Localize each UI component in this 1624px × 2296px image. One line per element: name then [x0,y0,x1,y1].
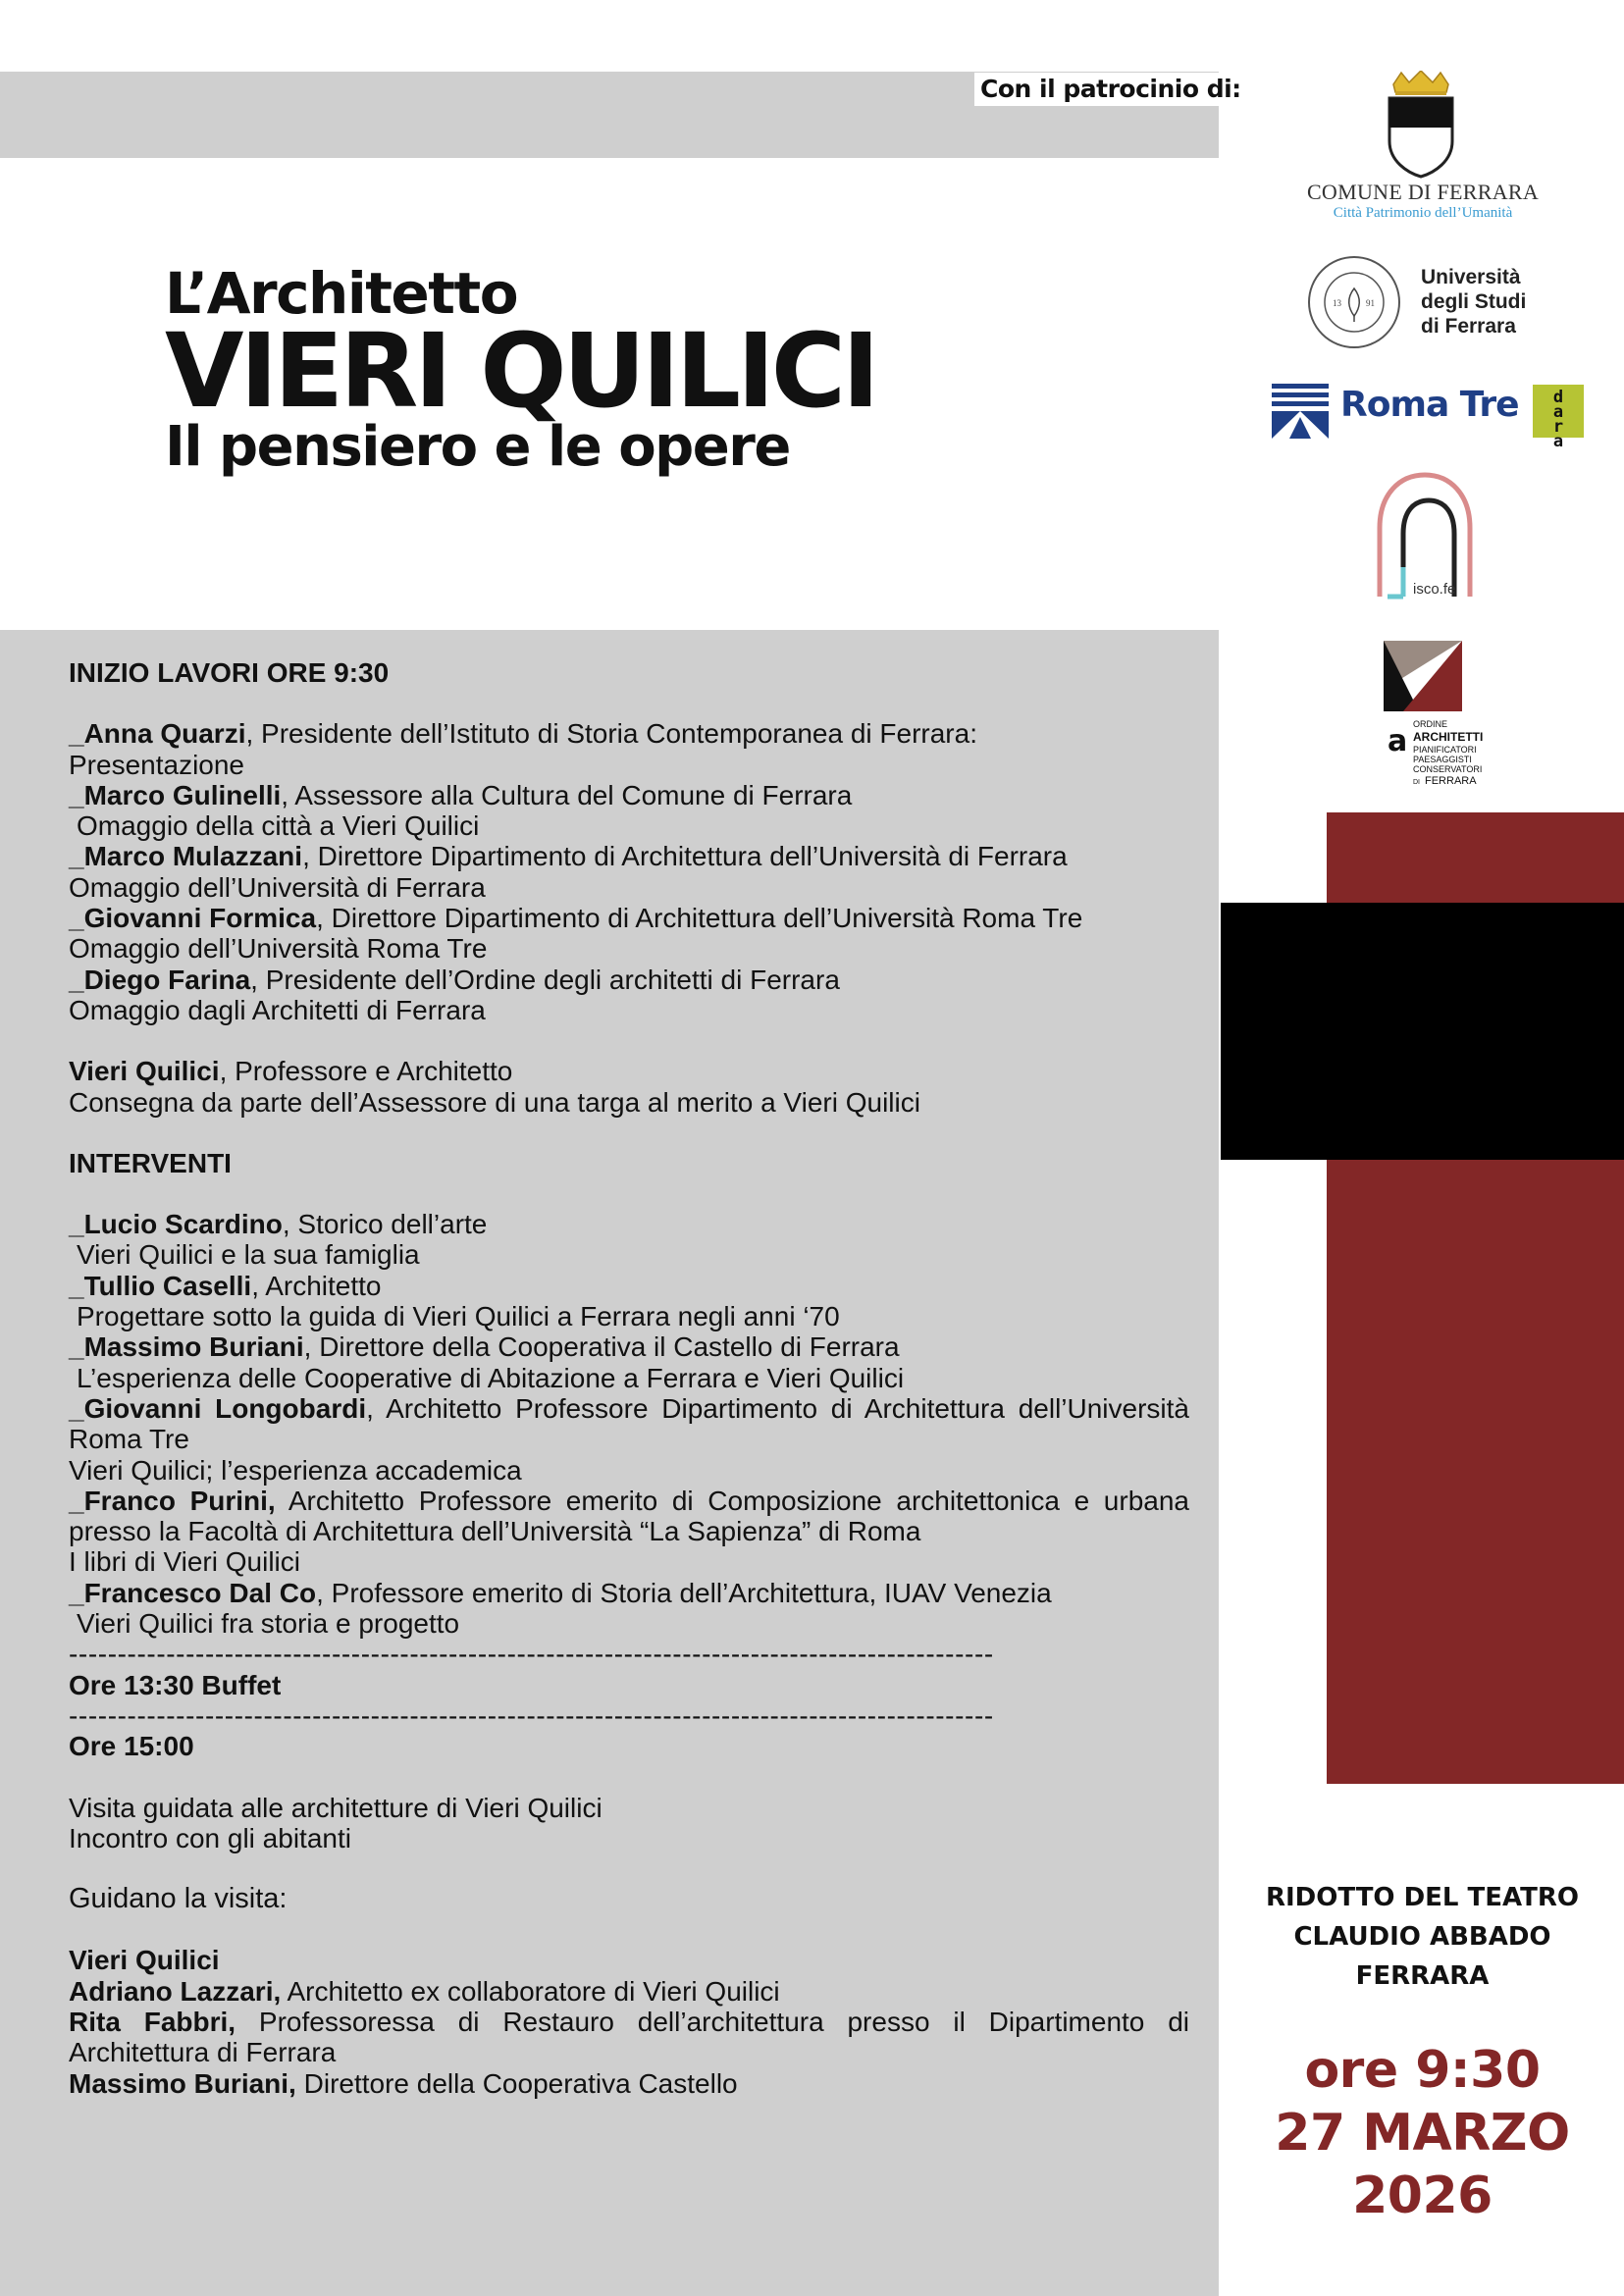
speaker-name: _Lucio Scardino [69,1209,283,1240]
speaker-topic: Presentazione [69,749,245,780]
speaker-item [69,965,1189,995]
intervento-item [69,1578,1189,1608]
roma-tre-label: Roma Tre [1340,385,1519,425]
program-text [69,657,1189,2099]
speaker-name: _Marco Mulazzani [69,841,303,872]
roma-tre-icon [1272,384,1329,439]
speaker-topic: I libri di Vieri Quilici [69,1546,300,1578]
speaker-name: _Diego Farina [69,964,251,995]
intervento-item [69,1393,1189,1455]
guide-item [69,2007,1189,2068]
separator-line: ----------------------------------------------------------------------------------------------- [69,1639,994,1670]
visit-line: Visita guidata alle architetture di Vieri Quilici [69,1792,602,1823]
venue-line: FERRARA [1355,1961,1490,1991]
speaker-role: , Storico dell’arte [282,1209,488,1240]
isco-label: isco.fe [1413,581,1456,598]
ordine-line: CONSERVATORI [1413,764,1483,774]
title-line-3: Il pensiero e le opere [165,415,790,479]
title-line-2: VIERI QUILICI [165,311,876,431]
speaker-role: , Direttore Dipartimento di Architettura dell’Università Roma Tre [316,903,1083,934]
speaker-topic: Vieri Quilici; l’esperienza accademica [69,1454,522,1486]
unife-seal-year: 13 [1333,298,1341,308]
separator-line: ----------------------------------------------------------------------------------------------- [69,1699,994,1731]
event-day: 27 MARZO [1275,2104,1570,2163]
program-start: INIZIO LAVORI ORE 9:30 [69,657,390,688]
guide-name: Vieri Quilici [69,1945,220,1976]
speaker-topic: Vieri Quilici fra storia e progetto [77,1608,460,1640]
honoree-item [69,1056,1189,1086]
speaker-role: , Professore emerito di Storia dell’Architettura, IUAV Venezia [316,1577,1052,1608]
speaker-topic: Omaggio dagli Architetti di Ferrara [69,994,486,1025]
unife-seal-icon [1305,253,1403,351]
intervento-item [69,1271,1189,1301]
ordine-line: ARCHITETTI [1413,730,1484,744]
afternoon-time: Ore 15:00 [69,1731,194,1762]
dara-logo [1533,385,1584,451]
speaker-item [69,841,1189,871]
ordine-line: PAESAGGISTI [1413,755,1472,764]
comune-ferrara-crest-icon [1384,71,1458,179]
guide-item [69,1976,1189,2007]
speaker-role: Architetto Professore emerito di Composizione architettonica e urbana presso la Facoltà di Architettura dell’Università “La Sapienza” di Roma [69,1485,1189,1547]
venue-line: CLAUDIO ABBADO [1293,1922,1551,1952]
speaker-name: _Franco Purini, [69,1485,276,1516]
unife-line: degli Studi [1421,290,1527,313]
guides-heading: Guidano la visita: [69,1883,288,1915]
speaker-name: _Tullio Caselli [69,1270,252,1301]
ordine-line: PIANIFICATORI [1413,745,1477,755]
speaker-name: _Anna Quarzi [69,718,246,750]
ordine-a-mark: a [1388,724,1408,758]
guide-role: Professoressa di Restauro dell’architettura presso il Dipartimento di Architettura di Ferrara [69,2006,1189,2068]
speaker-role: , Assessore alla Cultura del Comune di Ferrara [281,779,853,810]
intervento-item [69,1209,1189,1239]
speaker-topic: Omaggio dell’Università di Ferrara [69,871,486,903]
intervento-item [69,1331,1189,1362]
venue-line: RIDOTTO DEL TEATRO [1265,1883,1580,1912]
guide-role: Direttore della Cooperativa Castello [295,2067,738,2099]
guide-item [69,1945,1189,1975]
ordine-line: FERRARA [1425,775,1477,787]
speaker-name: _Francesco Dal Co [69,1577,317,1608]
ordine-architetti-logo-icon [1384,641,1501,800]
ordine-line: ORDINE [1413,719,1448,729]
speaker-name: _Giovanni Formica [69,903,317,934]
speaker-role: , Direttore della Cooperativa il Castello di Ferrara [303,1331,900,1363]
intervento-item [69,1486,1189,1547]
unife-seal-year: 91 [1366,298,1375,308]
speaker-item [69,718,1189,749]
speaker-name: _Massimo Buriani [69,1331,304,1363]
patronage-label: Con il patrocinio di: [974,73,1247,106]
speaker-topic: L’esperienza delle Cooperative di Abitazione a Ferrara e Vieri Quilici [77,1362,905,1393]
speaker-role: , Architetto [251,1270,382,1301]
guide-role: Architetto ex collaboratore di Vieri Quilici [281,1975,780,2007]
unife-line: Università [1421,266,1521,288]
speaker-role: , Direttore Dipartimento di Architettura dell’Università di Ferrara [302,841,1068,872]
speaker-name: _Marco Gulinelli [69,779,282,810]
buffet-time: Ore 13:30 Buffet [69,1669,282,1700]
black-decor-block [1221,903,1624,1160]
speaker-item [69,780,1189,810]
guide-name: Massimo Buriani, [69,2067,296,2099]
event-title [165,260,876,479]
event-date [1221,2039,1624,2227]
speaker-role: , Presidente dell’Ordine degli architetti di Ferrara [250,964,840,995]
unife-name [1421,265,1526,339]
speaker-topic: Omaggio della città a Vieri Quilici [77,810,480,842]
guide-name: Adriano Lazzari, [69,1975,282,2007]
isco-fe-logo-icon [1374,469,1476,602]
guide-item [69,2068,1189,2099]
comune-name: COMUNE DI FERRARA [1306,180,1540,204]
honoree-name: Vieri Quilici [69,1056,220,1087]
dara-label: dara [1552,388,1570,451]
speaker-role: , Presidente dell’Istituto di Storia Contemporanea di Ferrara: [245,718,977,750]
speaker-topic: Progettare sotto la guida di Vieri Quilici a Ferrara negli anni ‘70 [77,1301,840,1332]
venue [1221,1878,1624,1996]
speaker-name: _Giovanni Longobardi [69,1392,367,1424]
honoree-role: , Professore e Architetto [219,1056,513,1087]
comune-subtitle: Città Patrimonio dell’Umanità [1333,205,1513,221]
speaker-item [69,903,1189,933]
speaker-topic: Vieri Quilici e la sua famiglia [77,1239,420,1271]
visit-line: Incontro con gli abitanti [69,1822,351,1853]
event-year: 2026 [1352,2166,1493,2225]
speaker-role: , Architetto Professore Dipartimento di Architettura dell’Università Roma Tre [69,1392,1189,1455]
interventi-heading: INTERVENTI [69,1147,232,1178]
unife-line: di Ferrara [1421,315,1516,338]
ordine-line: DI [1413,779,1420,786]
guide-name: Rita Fabbri, [69,2006,236,2037]
title-line-1: L’Architetto [165,260,518,327]
honoree-topic: Consegna da parte dell’Assessore di una targa al merito a Vieri Quilici [69,1086,920,1118]
speaker-topic: Omaggio dell’Università Roma Tre [69,933,488,965]
event-time: ore 9:30 [1304,2041,1541,2100]
